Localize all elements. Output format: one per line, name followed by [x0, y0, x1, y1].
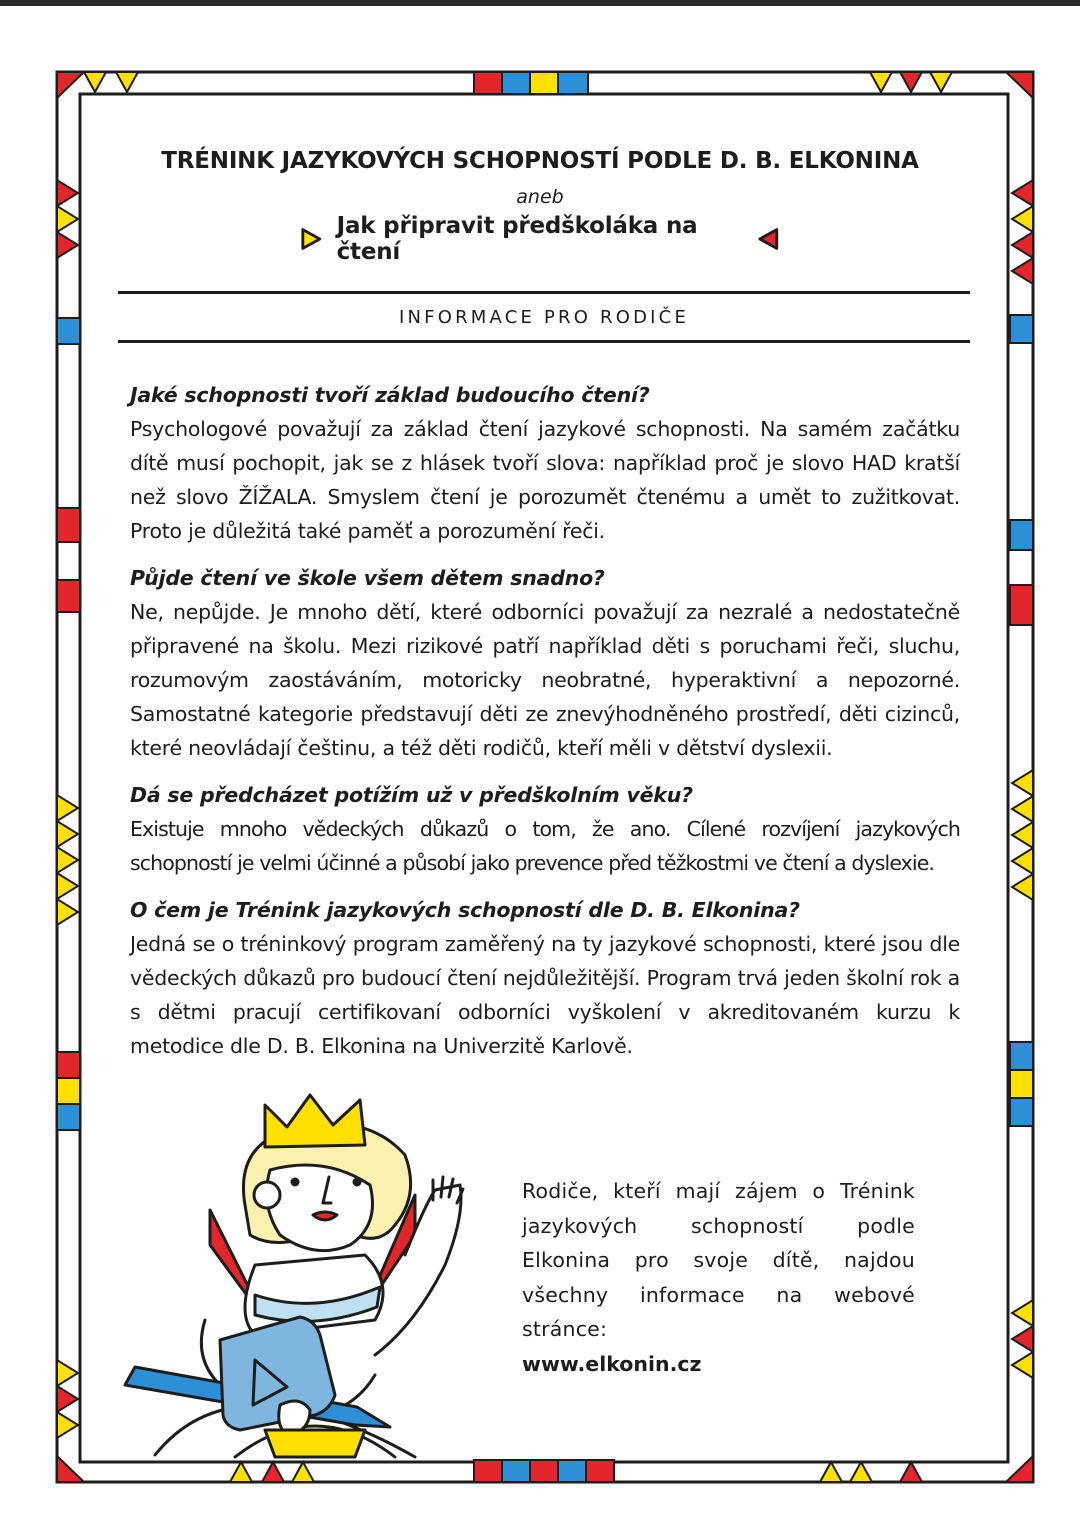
faq-answer: Psychologové považují za základ čtení jazykové schopnosti. Na samém začátku dítě musí pochopit, jak se z hlásek tvoří slova: například proč je slovo HAD kratší než slovo ŽÍŽALA. Smyslem čtení je porozumět čtenému a umět to zužitkovat. Proto je důležitá také paměť a porozumění řeči.: [130, 417, 960, 543]
faq-item: [130, 893, 960, 1063]
faq-item: [130, 778, 960, 880]
faq-answer: Jedná se o tréninkový program zaměřený na ty jazykové schopnosti, které jsou dle vědeckých důkazů pro budoucí čtení nejdůležitější. Program trvá jeden školní rok a s dětmi pracují certifikovaní odborníci vyškolení v akreditovaném kurzu k metodice dle D. B. Elkonina na Univerzitě Karlově.: [130, 932, 960, 1058]
yellow-triangle-icon: [300, 226, 323, 252]
subtitle-text: Jak připravit předškoláka na čtení: [336, 213, 698, 265]
website-link[interactable]: www.elkonin.cz: [522, 1351, 702, 1376]
divider-bottom: [118, 340, 970, 343]
faq-item: [130, 378, 960, 548]
contact-note: [522, 1174, 915, 1381]
faq-question: Jaké schopnosti tvoří základ budoucího čtení?: [130, 383, 650, 407]
faq-question: Půjde čtení ve škole všem dětem snadno?: [130, 566, 605, 590]
document-title: TRÉNINK JAZYKOVÝCH SCHOPNOSTÍ PODLE D. B. ELKONINA: [161, 148, 919, 174]
section-label: INFORMACE PRO RODIČE: [398, 307, 690, 328]
faq-question: O čem je Trénink jazykových schopností dle D. B. Elkonina?: [130, 898, 800, 922]
faq-answer: Existuje mnoho vědeckých důkazů o tom, že ano. Cílené rozvíjení jazykových schopností je velmi účinné a působí jako prevence před těžkostmi ve čtení a dyslexie.: [130, 817, 960, 875]
subtitle: [300, 213, 780, 265]
divider-top: [118, 291, 970, 294]
faq-question: Dá se předcházet potížím už v předškolním věku?: [130, 783, 693, 807]
faq-answer: Ne, nepůjde. Je mnoho dětí, které odborníci považují za nezralé a nedostatečně připravené na školu. Mezi rizikové patří například děti s poruchami řeči, sluchu, rozumovým zaostáváním, motoricky neobratné, hyperaktivní a nepozorné. Samostatné kategorie představují děti ze znevýhodněného prostředí, děti cizinců, které neovládají češtinu, a též děti rodičů, kteří měli v dětství dyslexii.: [130, 600, 960, 760]
title-connector: aneb: [516, 186, 564, 208]
red-triangle-icon: [757, 226, 780, 252]
queen-child-illustration: [115, 1085, 475, 1460]
faq-item: [130, 561, 960, 765]
faq-content: [130, 378, 960, 1076]
contact-note-text: Rodiče, kteří mají zájem o Trénink jazykových schopností podle Elkonina pro svoje dítě, najdou všechny informace na webové stránce:: [522, 1179, 915, 1341]
